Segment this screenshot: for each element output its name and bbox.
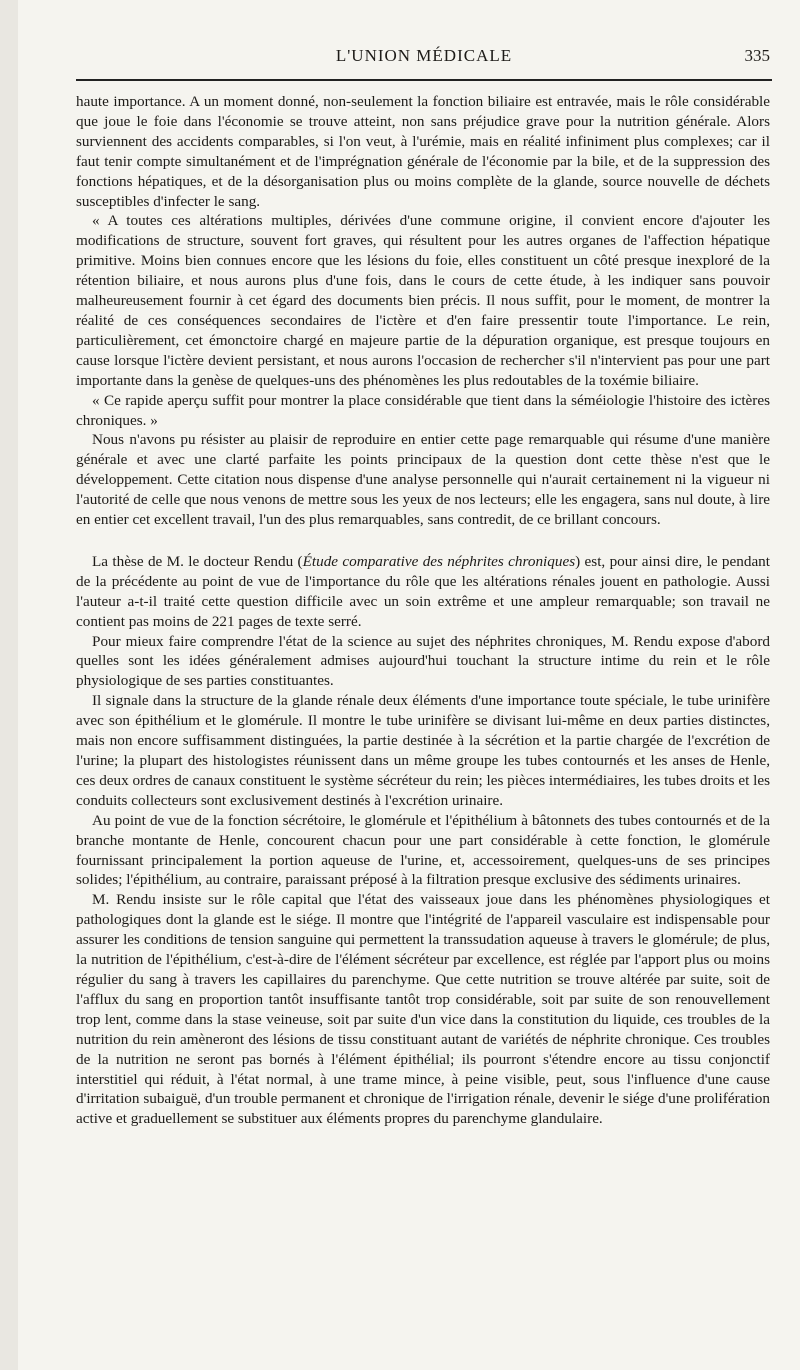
page-number: 335 — [744, 46, 770, 65]
paragraph: Au point de vue de la fonction sécrétoire, le glomérule et l'épithélium à bâtonnets des tubes contournés et de la branche montante de Henle, concourent chacun pour une part considérable à cette fonction, le glomérule fournissant principalement la portion aqueuse de l'urine, et, accessoirement, quelques-uns de ses principes solides; l'épithélium, au contraire, paraissant préposé à la filtration presque exclusive des sédiments urinaires. — [76, 811, 770, 889]
page-header — [78, 46, 770, 70]
text-run: ) est, pour ainsi dire, le pendant de la précédente au point de vue de l'importance du rôle que les altérations rénales jouent en pathologie. Aussi l'auteur a-t-il traité cette question difficile avec un soin extrême et une ampleur remarquable; son travail ne contient pas moins de 221 pages de texte serré. — [76, 552, 770, 630]
paragraph: Nous n'avons pu résister au plaisir de reproduire en entier cette page remarquable qui résume d'une manière générale et avec une clarté parfaite les points principaux de la question dont cette thèse n'est que le développement. Cette citation nous dispense d'une analyse personnelle qui n'aurait certainement ni la vigueur ni l'autorité de celle que nous venons de mettre sous les yeux de nos lecteurs; elle les engagera, sans nul doute, à lire en entier cet excellent travail, l'un des plus remarquables, sans contredit, de ce brillant concours. — [76, 431, 770, 529]
journal-page — [18, 0, 800, 1370]
thesis-title: Étude comparative des néphrites chroniques — [302, 552, 576, 570]
paragraph: Pour mieux faire comprendre l'état de la science au sujet des néphrites chroniques, M. Rendu expose d'abord quelles sont les idées généralement admises aujourd'hui touchant la structure intime du rein et le rôle physiologique de ses parties constituantes. — [76, 632, 770, 690]
paragraph-rendu-intro — [76, 552, 770, 632]
text-run: La thèse de M. le docteur Rendu ( — [92, 552, 303, 570]
paragraph: M. Rendu insiste sur le rôle capital que l'état des vaisseaux joue dans les phénomènes physiologiques et pathologiques dont la glande est le siége. Il montre que l'intégrité de l'appareil vasculaire est indispensable pour assurer les conditions de tension sanguine qui permettent la transsudation aqueuse à travers le glomérule; de plus, la nutrition de l'épithélium, c'est-à-dire de l'élément sécréteur par excellence, est réglée par l'apport plus ou moins régulier du sang à travers les capillaires du parenchyme. Que cette nutrition se trouve altérée par suite, soit de l'afflux du sang en proportion tantôt insuffisante tantôt trop considérable, soit par suite de son renouvellement trop lent, comme dans la stase veineuse, soit par suite d'un vice dans la constitution du liquide, ces troubles de la nutrition du rein amèneront des lésions de tissu constituant autant de variétés de néphrite chronique. Ces troubles de la nutrition ne seront pas bornés à l'élément épithélial; ils pourront s'étendre encore au tissu conjonctif interstitiel qui réduit, à l'état normal, à une trame mince, à peine visible, peut, sous l'influence d'une cause d'irritation subaiguë, d'un trouble permanent et chronique de l'irrigation rénale, devenir le siége d'une prolifération active et graduellement se substituer aux éléments propres du parenchyme glandulaire. — [76, 891, 770, 1128]
paragraph: Il signale dans la structure de la glande rénale deux éléments d'une importance toute spéciale, le tube urinifère avec son épithélium et le glomérule. Il montre le tube urinifère se divisant lui-même en deux parties distinctes, mais non encore suffisamment distinguées, la partie destinée à la sécrétion et la partie chargée de l'excrétion de l'urine; la plupart des histologistes réunissent dans un même groupe les tubes contournés et les anses de Henle, ces deux ordres de canaux constituent le système sécréteur du rein; les pièces intermédiaires, les tubes droits et les conduits collecteurs sont exclusivement destinés à l'excrétion urinaire. — [76, 692, 770, 809]
paragraph: « A toutes ces altérations multiples, dérivées d'une commune origine, il convient encore d'ajouter les modifications de structure, souvent fort graves, qui résultent pour les autres organes de l'affection hépatique primitive. Moins bien connues encore que les lésions du foie, elles constituent un côté presque inexploré de la rétention biliaire, et nous aurons plus d'une fois, dans le cours de cette étude, à les indiquer sans pouvoir malheureusement fournir à cet égard des documents bien précis. Il nous suffit, pour le moment, de montrer la réalité de ces conséquences secondaires de l'ictère et d'en faire pressentir toute l'importance. Le rein, particulièrement, cet émonctoire chargé en majeure partie de la dépuration organique, est presque toujours en cause lorsque l'ictère devient persistant, et nous aurons l'occasion de rechercher s'il n'intervient pas pour une part importante dans la genèse de quelques-uns des phénomènes les plus redoutables de la toxémie biliaire. — [76, 212, 770, 389]
article-body — [76, 92, 770, 1129]
running-title: L'UNION MÉDICALE — [335, 46, 513, 65]
paragraph: haute importance. A un moment donné, non-seulement la fonction biliaire est entravée, mais le rôle considérable que joue le foie dans l'économie se trouve atteint, non sans préjudice grave pour la nutrition générale. Alors surviennent des accidents comparables, si l'on veut, à l'urémie, mais en réalité infiniment plus complexes; car il faut tenir compte simultanément et de l'imprégnation générale de l'économie par la bile, et de la suppression des fonctions hépatiques, et de la désorganisation plus ou moins complète de la glande, source nouvelle de déchets susceptibles d'infecter le sang. — [76, 93, 770, 210]
paragraph: « Ce rapide aperçu suffit pour montrer la place considérable que tient dans la séméiologie l'histoire des ictères chroniques. » — [76, 391, 770, 429]
header-rule — [76, 79, 772, 81]
